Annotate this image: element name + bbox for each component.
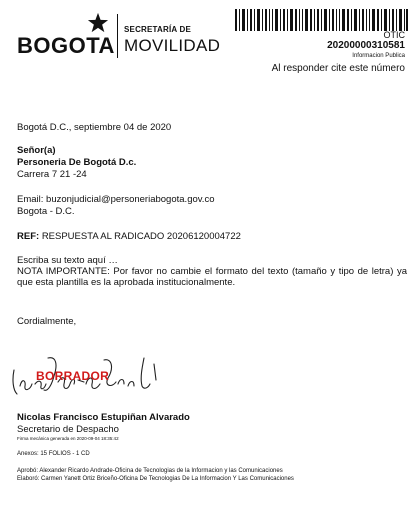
mechanical-signature-note: Firma mecánica generada en 2020-09-04 18:35:42 — [17, 436, 119, 441]
logo-divider — [117, 14, 118, 58]
body-placeholder: Escriba su texto aquí … — [17, 255, 118, 266]
draft-stamp: BORRADOR — [36, 369, 110, 383]
radicado-number: 20200000310581 — [327, 40, 405, 51]
logo-secretaria: SECRETARÍA DE — [124, 25, 192, 34]
info-publica: Informacion Publica — [352, 53, 405, 59]
letter-date: Bogotá D.C., septiembre 04 de 2020 — [17, 122, 172, 133]
star-icon — [87, 12, 109, 34]
recipient-name: Personeria De Bogotá D.c. — [17, 157, 137, 168]
prepared-by: Elaboró: Carmen Yanett Ortiz Briceño-Oficina De Tecnologias De La Informacion Y Las Comunicaciones — [17, 476, 294, 482]
recipient-city: Bogota - D.C. — [17, 206, 75, 217]
reference-line — [17, 231, 241, 242]
signer-title: Secretario de Despacho — [17, 424, 119, 435]
salutation: Señor(a) — [17, 145, 56, 156]
signer-name: Nicolas Francisco Estupiñan Alvarado — [17, 412, 190, 423]
approved-by: Aprobó: Alexander Ricardo Andrade-Oficina de Tecnologias de la Informacion y las Comunicaciones — [17, 468, 283, 474]
recipient-address: Carrera 7 21 -24 — [17, 169, 87, 180]
barcode — [234, 9, 409, 31]
recipient-email: Email: buzonjudicial@personeriabogota.gov.co — [17, 194, 215, 205]
cite-notice: Al responder cite este número — [271, 63, 405, 74]
logo-movilidad: MOVILIDAD — [124, 36, 221, 55]
bogota-logo-text: BOGOTA — [17, 33, 115, 58]
anexos: Anexos: 15 FOLIOS - 1 CD — [17, 451, 90, 457]
otic-label: OTIC — [383, 30, 405, 40]
important-note: NOTA IMPORTANTE: Por favor no cambie el formato del texto (tamaño y tipo de letra) ya que esta plantilla es la aprobada institucionalmente. — [17, 266, 407, 288]
ref-label: REF: — [17, 231, 40, 242]
closing: Cordialmente, — [17, 316, 77, 327]
ref-text: RESPUESTA AL RADICADO 20206120004722 — [41, 231, 241, 242]
